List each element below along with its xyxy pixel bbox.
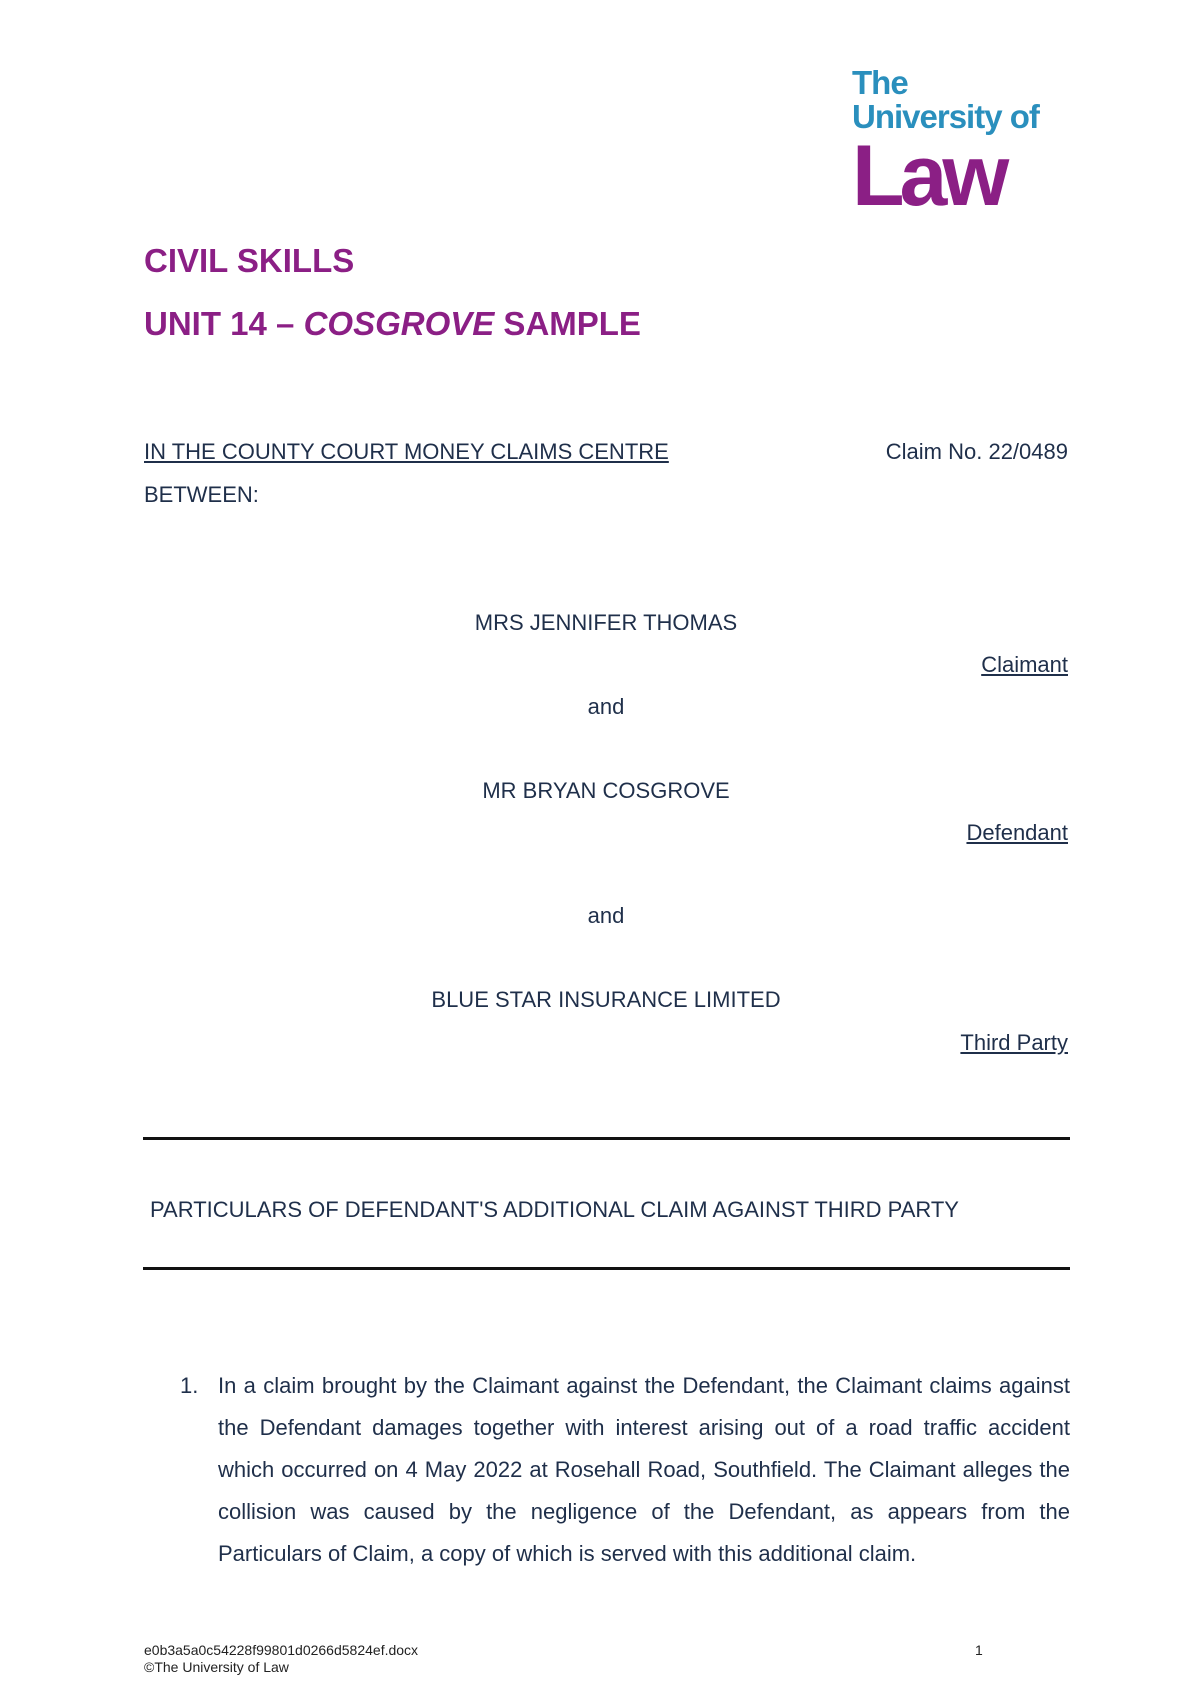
defendant-name: MR BRYAN COSGROVE <box>482 778 730 803</box>
footer-info <box>144 1642 418 1676</box>
third-party-name: BLUE STAR INSURANCE LIMITED <box>431 987 781 1012</box>
claim-number: Claim No. 22/0489 <box>885 439 1068 464</box>
university-of-law-logo <box>852 64 1042 224</box>
footer-copyright: ©The University of Law <box>144 1659 289 1675</box>
heading-civil-skills: CIVIL SKILLS <box>144 242 355 279</box>
heading-unit-prefix: UNIT 14 – <box>144 305 304 342</box>
divider-bottom <box>143 1267 1070 1270</box>
and-separator-1: and <box>587 694 625 719</box>
between-label: BETWEEN: <box>144 482 259 507</box>
paragraph-text: In a claim brought by the Claimant against the Defendant, the Claimant claims against the Defendant damages together with interest arising out of a road traffic accident which occurred on 4 May 2022 at Rosehall Road, Southfield. The Claimant alleges the collision was caused by the negligence of the Defendant, as appears from the Particulars of Claim, a copy of which is served with this additional claim. <box>218 1373 1070 1566</box>
document-title: PARTICULARS OF DEFENDANT'S ADDITIONAL CLAIM AGAINST THIRD PARTY <box>150 1197 959 1222</box>
numbered-paragraph <box>180 1365 1070 1575</box>
heading-unit-suffix: SAMPLE <box>494 305 641 342</box>
logo-line-the: The <box>852 64 908 101</box>
heading-unit-case: COSGROVE <box>303 305 495 342</box>
claimant-role: Claimant <box>981 652 1068 677</box>
court-name: IN THE COUNTY COURT MONEY CLAIMS CENTRE <box>144 439 669 464</box>
logo-line-university: University of <box>852 98 1039 135</box>
defendant-role: Defendant <box>966 820 1068 845</box>
heading-unit <box>144 304 641 344</box>
and-separator-2: and <box>587 903 625 928</box>
page-number: 1 <box>975 1642 983 1658</box>
logo-line-law: Law <box>852 128 1005 224</box>
third-party-role: Third Party <box>960 1030 1068 1055</box>
claimant-name: MRS JENNIFER THOMAS <box>474 610 738 635</box>
footer-filename: e0b3a5a0c54228f99801d0266d5824ef.docx <box>144 1642 419 1658</box>
paragraph-number: 1. <box>180 1373 199 1398</box>
divider-top <box>143 1137 1070 1140</box>
